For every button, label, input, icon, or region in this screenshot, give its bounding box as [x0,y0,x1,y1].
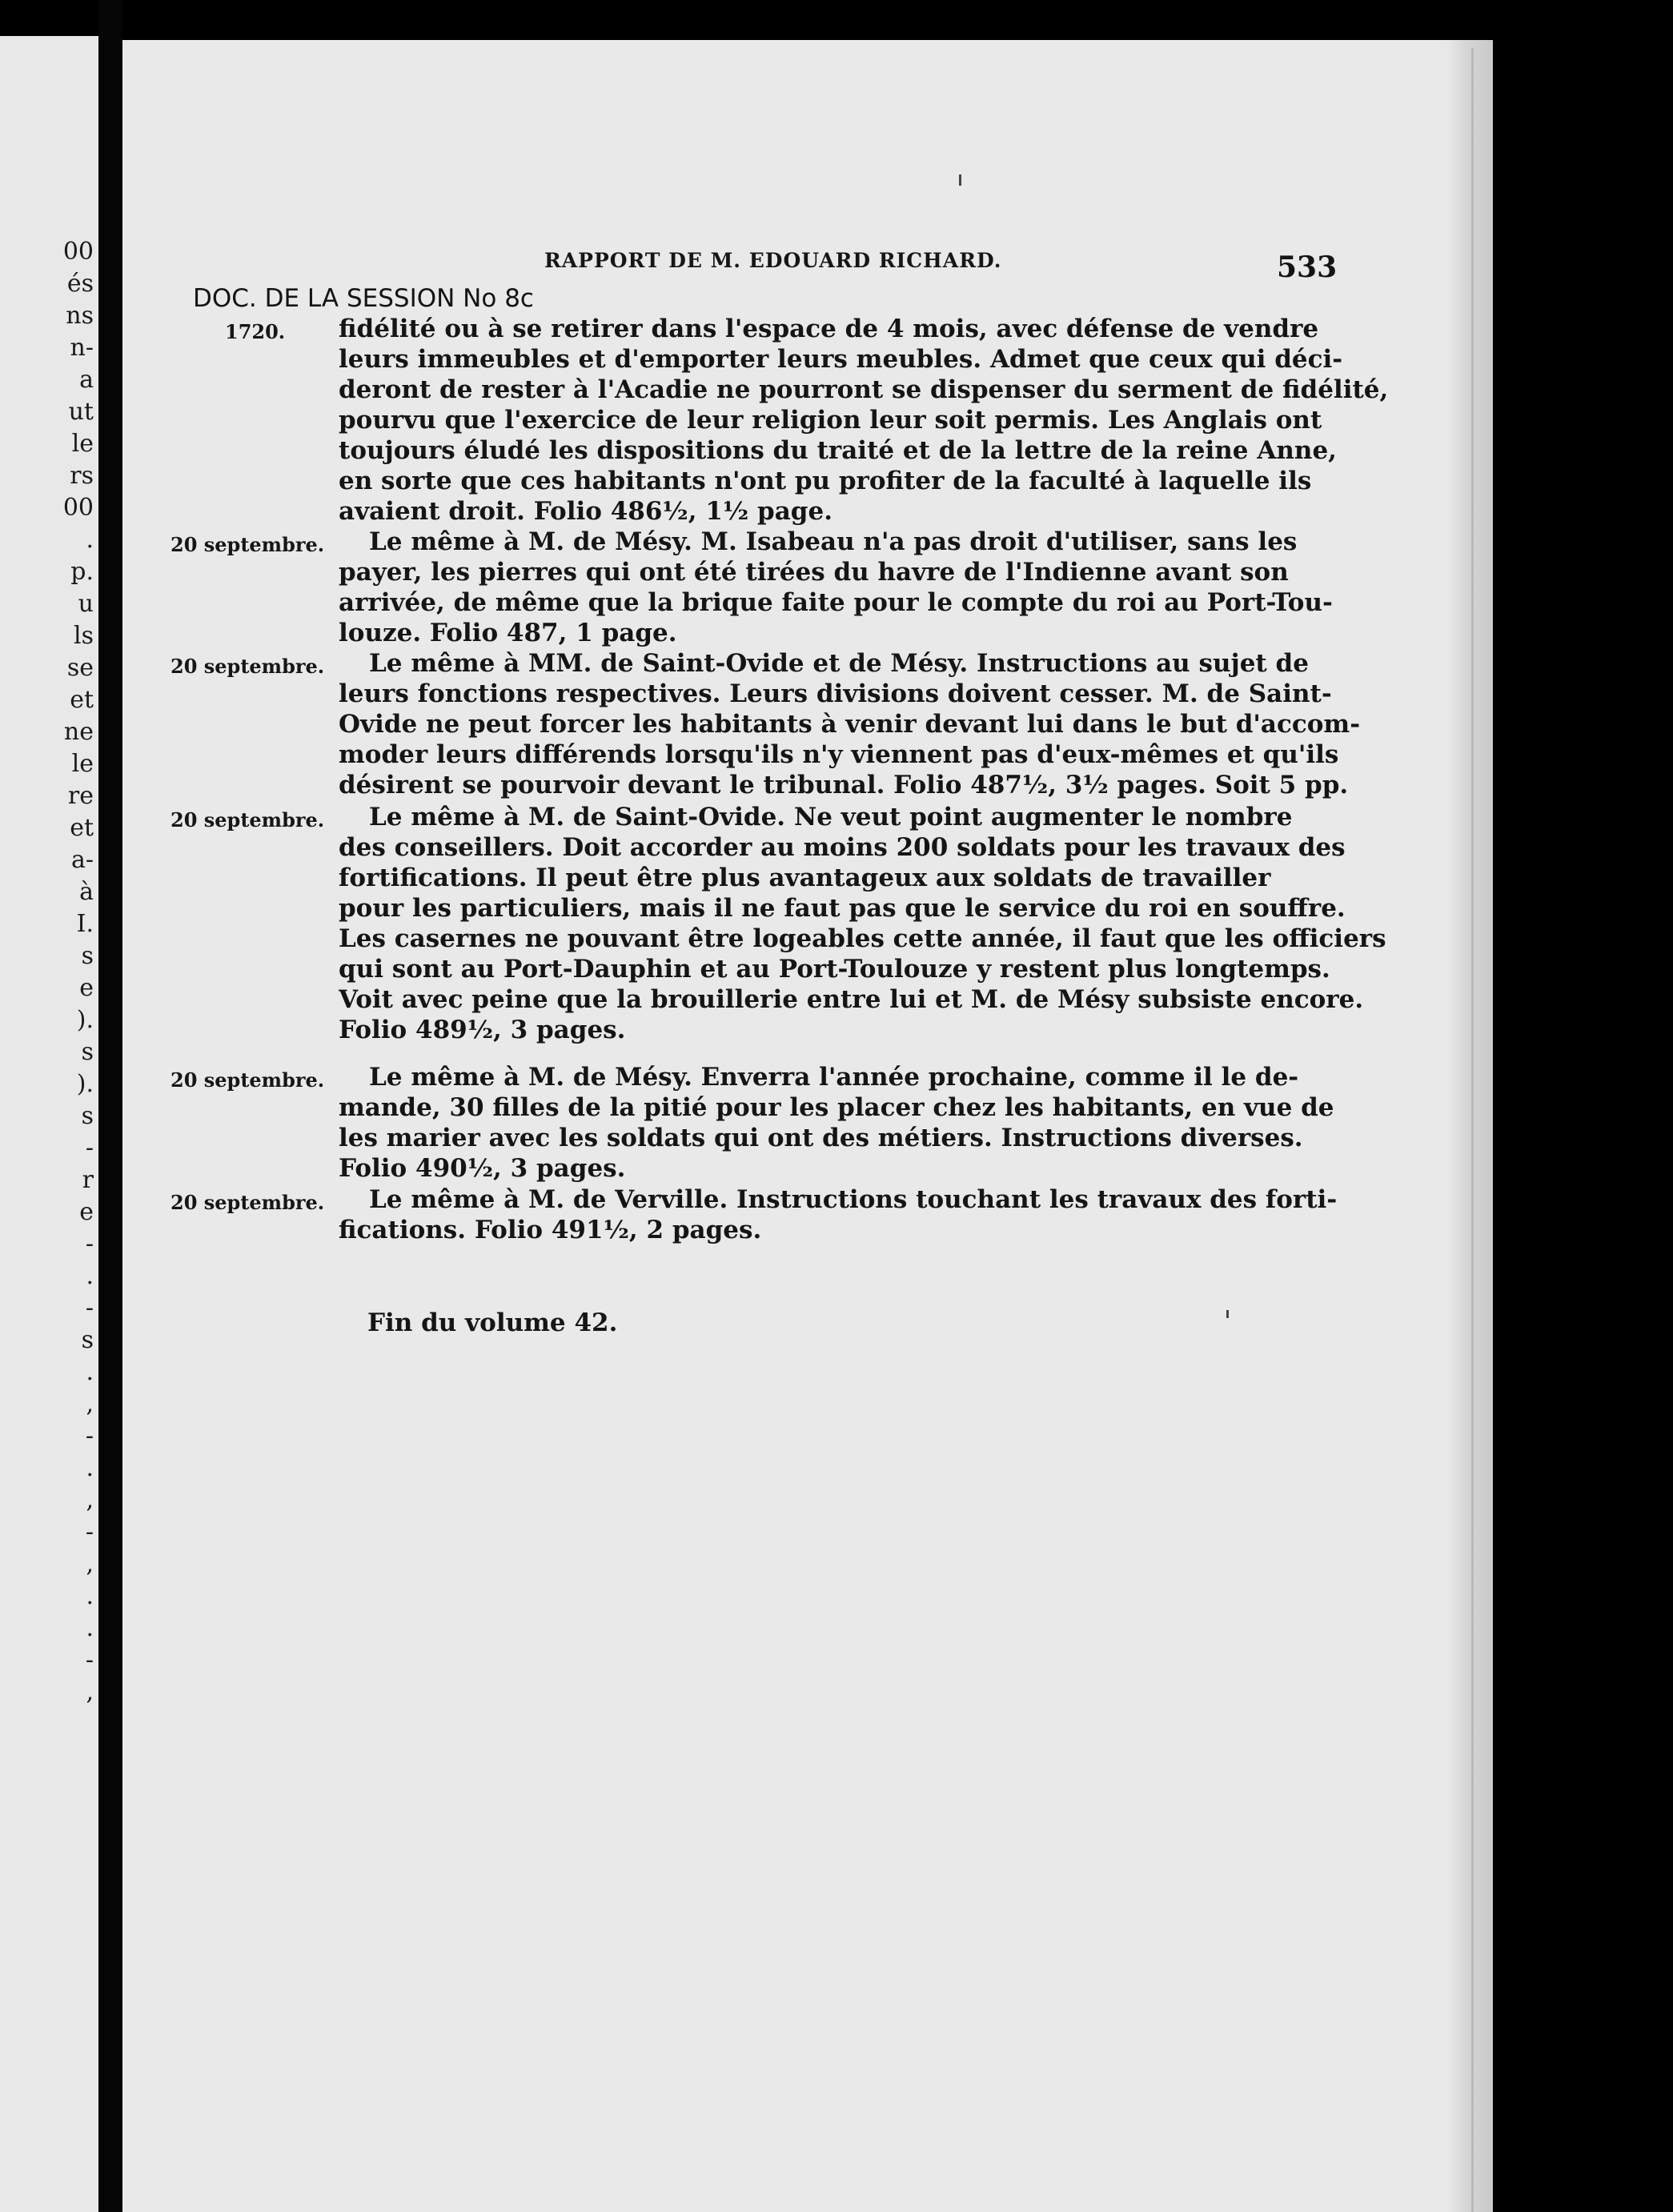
left-page-fragment: , [86,1486,94,1514]
text-line: leurs fonctions respectives. Leurs divisions doivent cesser. M. de Saint- [339,679,1332,708]
entry-date: 20 septembre. [171,655,325,678]
closing-note: Fin du volume 42. [367,1308,618,1337]
text-line: louze. Folio 487, 1 page. [339,619,677,647]
left-page-fragment: ). [76,1006,94,1034]
text-line: Ovide ne peut forcer les habitants à venir devant lui dans le but d'accom- [339,710,1361,739]
entry-text [339,648,1451,800]
entry-date: 20 septembre. [171,808,325,832]
left-page-fragment: et [70,814,94,842]
entry-date: 1720. [225,320,286,343]
left-page-fragment: - [85,1422,94,1450]
entry-date: 20 septembre. [171,533,325,556]
text-line: Le même à MM. de Saint-Ovide et de Mésy. Instructions au sujet de [369,649,1309,678]
left-page-fragment: - [85,1230,94,1258]
text-line: fidélité ou à se retirer dans l'espace de 4 mois, avec défense de vendre [339,315,1319,343]
text-line: des conseillers. Doit accorder au moins 200 soldats pour les travaux des [339,833,1346,862]
scan-border-right [1493,0,1673,2212]
text-line: Le même à M. de Verville. Instructions touchant les travaux des forti- [369,1185,1338,1214]
text-line: avaient droit. Folio 486½, 1½ page. [339,497,832,526]
entry-text [339,527,1451,648]
page-edge-line [1471,48,1474,2212]
entry-text [339,1184,1451,1245]
left-page-fragment: e [79,974,94,1002]
left-page-fragment: s [81,1102,94,1130]
left-page-fragment: . [86,526,94,554]
left-page-fragment: p. [70,558,94,586]
text-line: pour les particuliers, mais il ne faut pas que le service du roi en souffre. [339,894,1346,923]
running-head: RAPPORT DE M. EDOUARD RICHARD. [544,249,1002,272]
left-page-fragment: a- [70,846,94,874]
book-gutter [98,0,122,2212]
text-line: Folio 490½, 3 pages. [339,1154,626,1183]
left-page-fragment: . [86,1262,94,1290]
text-line: fortifications. Il peut être plus avantageux aux soldats de travailler [339,864,1271,892]
left-page-fragment: s [81,1326,94,1354]
left-page-fragment: rs [70,462,94,490]
left-page-fragment: ut [68,398,94,426]
page-edge-shadow [1447,40,1493,2212]
left-page-fragment: n- [70,334,94,362]
left-page-fragment: ). [76,1070,94,1098]
left-page-fragment: 00 [62,238,94,266]
scan-border-top [122,0,1493,40]
entry-date: 20 septembre. [171,1068,325,1092]
text-line: Les casernes ne pouvant être logeables cette année, il faut que les officiers [339,924,1386,953]
text-line: en sorte que ces habitants n'ont pu profiter de la faculté à laquelle ils [339,467,1312,495]
entry-text [339,1062,1451,1184]
entry-text [339,314,1451,527]
left-page-fragment: re [67,782,94,810]
left-page-fragment: à [79,878,94,906]
text-line: toujours éludé les dispositions du traité et de la lettre de la reine Anne, [339,436,1337,465]
left-page-fragment: - [85,1294,94,1322]
document-page [122,40,1493,2212]
text-line: qui sont au Port-Dauphin et au Port-Toulouze y restent plus longtemps. [339,955,1330,984]
text-line: arrivée, de même que la brique faite pour le compte du roi au Port-Tou- [339,588,1333,617]
text-line: Folio 489½, 3 pages. [339,1016,626,1044]
left-page-fragment: I. [76,910,94,938]
entry-text [339,802,1451,1045]
left-page-fragment: r [82,1166,94,1194]
doc-session-label: DOC. DE LA SESSION No 8c [193,284,534,313]
text-line: fications. Folio 491½, 2 pages. [339,1216,762,1244]
left-page-fragment: - [85,1134,94,1162]
left-page-fragment: s [81,942,94,970]
left-page-fragment: és [66,270,94,298]
left-page-fragment: 00 [62,494,94,522]
text-line: les marier avec les soldats qui ont des métiers. Instructions diverses. [339,1124,1303,1152]
page-number: 533 [1277,250,1338,284]
text-line: Le même à M. de Mésy. M. Isabeau n'a pas droit d'utiliser, sans les [369,527,1298,556]
left-page-fragment: . [86,1582,94,1610]
scan-speck [1226,1310,1229,1318]
left-page-fragment: a [79,366,94,394]
left-page-fragment: e [79,1198,94,1226]
text-line: mande, 30 filles de la pitié pour les placer chez les habitants, en vue de [339,1093,1334,1122]
text-line: Le même à M. de Mésy. Enverra l'année prochaine, comme il le de- [369,1063,1299,1092]
text-line: leurs immeubles et d'emporter leurs meubles. Admet que ceux qui déci- [339,345,1343,374]
left-page-fragment: . [86,1614,94,1642]
text-line: payer, les pierres qui ont été tirées du havre de l'Indienne avant son [339,558,1289,587]
text-line: pourvu que l'exercice de leur religion leur soit permis. Les Anglais ont [339,406,1322,435]
left-page-strip [0,36,98,2212]
left-page-fragment: . [86,1454,94,1482]
scan-speck [959,174,961,186]
left-page-fragment: , [86,1550,94,1578]
entry-date: 20 septembre. [171,1191,325,1214]
left-page-fragment: le [71,750,94,778]
left-page-fragment: , [86,1678,94,1706]
left-page-fragment: s [81,1038,94,1066]
left-page-fragment: - [85,1646,94,1674]
left-page-fragment: ns [66,302,94,330]
text-line: moder leurs différends lorsqu'ils n'y viennent pas d'eux-mêmes et qu'ils [339,740,1339,769]
left-page-fragment: u [78,590,94,618]
left-page-fragment: ls [74,622,94,650]
text-line: Le même à M. de Saint-Ovide. Ne veut point augmenter le nombre [369,803,1293,832]
text-line: désirent se pourvoir devant le tribunal. Folio 487½, 3½ pages. Soit 5 pp. [339,771,1349,799]
left-page-fragment: le [71,430,94,458]
text-line: Voit avec peine que la brouillerie entre lui et M. de Mésy subsiste encore. [339,985,1364,1014]
text-line: deront de rester à l'Acadie ne pourront se dispenser du serment de fidélité, [339,375,1389,404]
left-page-fragment: . [86,1358,94,1386]
left-page-fragment: , [86,1390,94,1418]
left-page-fragment: et [70,686,94,714]
left-page-fragment: se [66,654,94,682]
left-page-fragment: - [85,1518,94,1546]
left-page-fragment: ne [63,718,94,746]
